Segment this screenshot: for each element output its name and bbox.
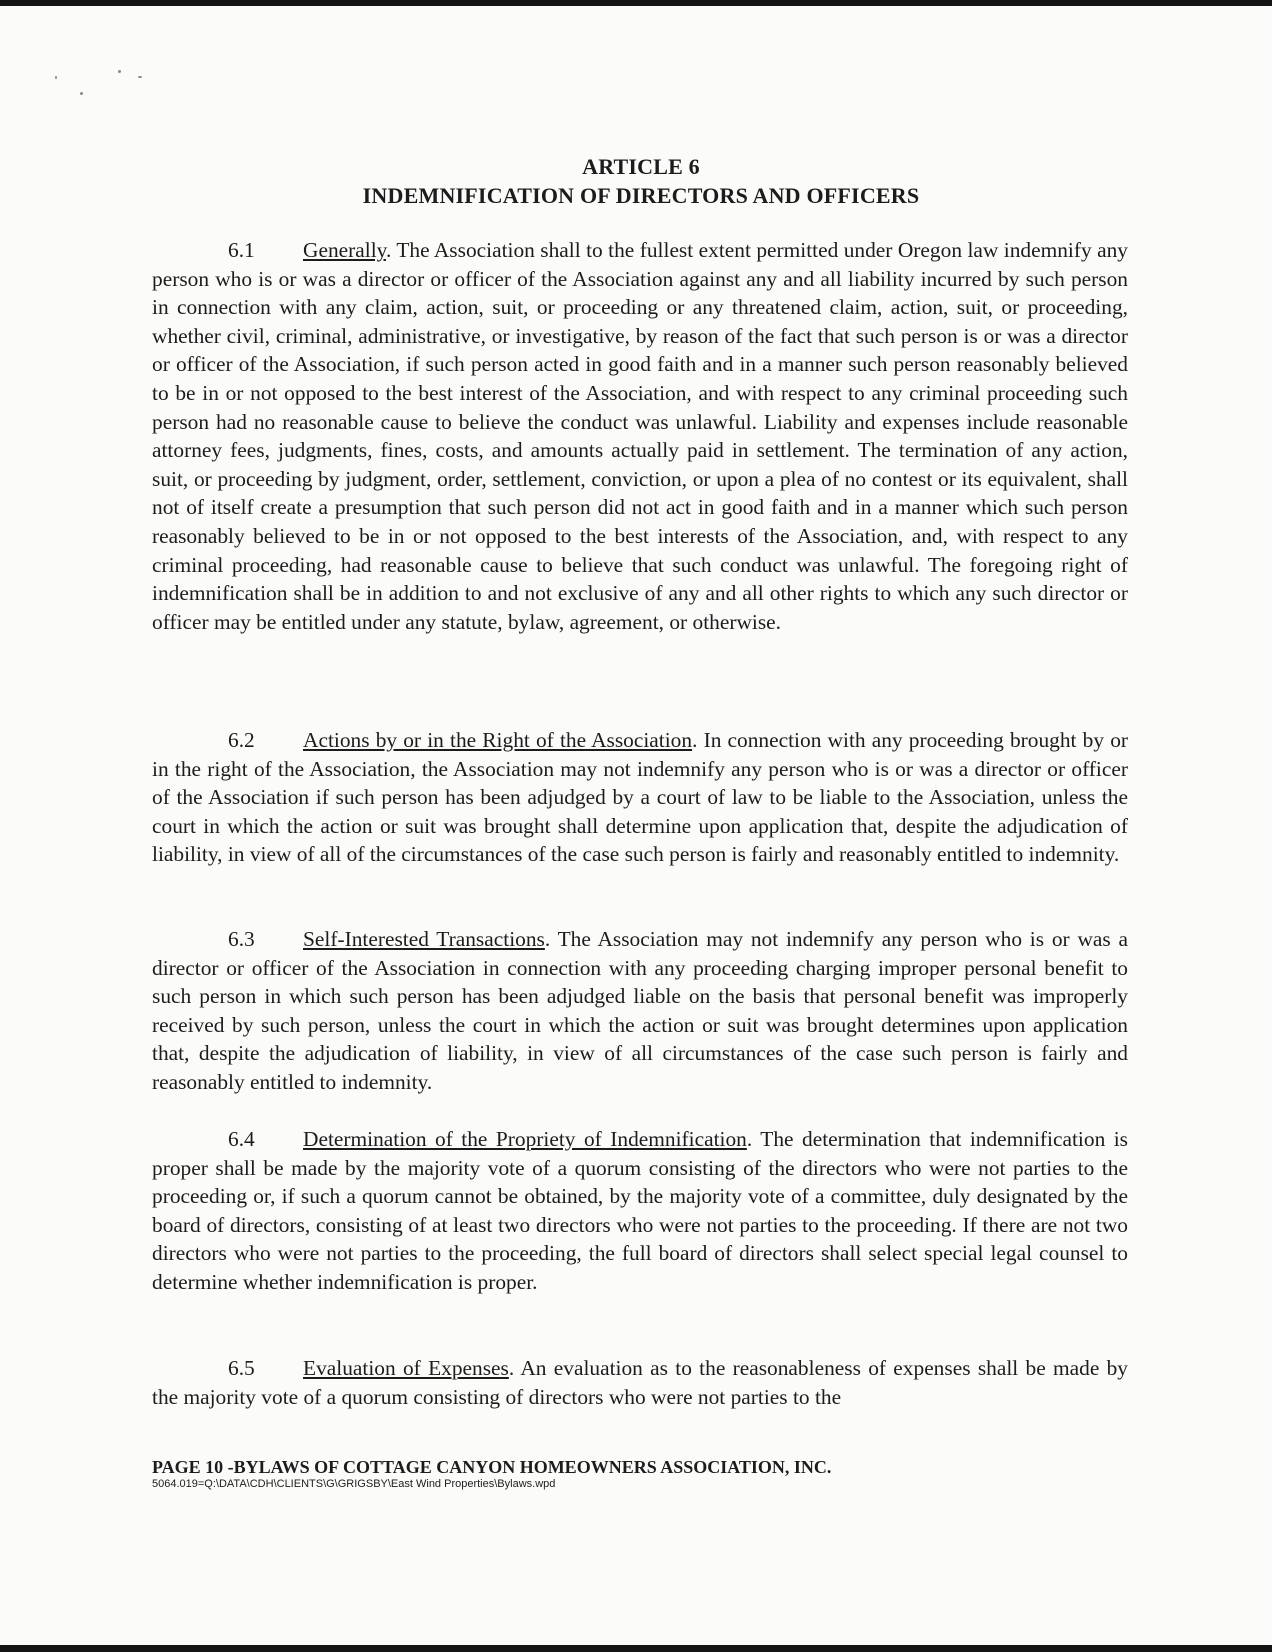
section-heading: Actions by or in the Right of the Association (303, 728, 693, 752)
section-heading: Evaluation of Expenses (303, 1356, 509, 1380)
section-number: 6.5 (228, 1356, 255, 1380)
section-6-3 (152, 925, 1128, 1097)
section-heading: Self-Interested Transactions (303, 927, 545, 951)
section-6-4 (152, 1125, 1128, 1297)
section-number: 6.4 (228, 1127, 255, 1151)
section-body: . The determination that indemnification is proper shall be made by the majority vote of a quorum consisting of the directors who were not parties to the proceeding or, if such a quorum cannot be obtained, by the majority vote of a committee, duly designated by the board of directors, consisting of at least two directors who were not parties to the proceeding. If there are not two directors who were not parties to the proceeding, the full board of directors shall select special legal counsel to determine whether indemnification is proper. (152, 1127, 1128, 1294)
scan-border-bottom (0, 1645, 1272, 1652)
section-number: 6.3 (228, 927, 255, 951)
section-number: 6.1 (228, 238, 255, 262)
section-body: . In connection with any proceeding brought by or in the right of the Association, the Association may not indemnify any person who is or was a director or officer of the Association if such person has been adjudged by a court of law to be liable to the Association, unless the court in which the action or suit was brought shall determine upon application that, despite the adjudication of liability, in view of all of the circumstances of the case such person is fairly and reasonably entitled to indemnity. (152, 728, 1129, 867)
article-number: ARTICLE 6 (582, 154, 700, 179)
section-6-2 (152, 726, 1128, 869)
section-body: . The Association shall to the fullest extent permitted under Oregon law indemnify any person who is or was a director or officer of the Association against any and all liability incurred by such person in connection with any claim, action, suit, or proceeding or any threatened claim, action, suit, or proceeding, whether civil, criminal, administrative, or investigative, by reason of the fact that such person is or was a director or officer of the Association, if such person acted in good faith and in a manner such person reasonably believed to be in or not opposed to the best interest of the Association, and with respect to any criminal proceeding such person had no reasonable cause to believe the conduct was unlawful. Liability and expenses include reasonable attorney fees, judgments, fines, costs, and amounts actually paid in settlement. The termination of any action, suit, or proceeding by judgment, order, settlement, conviction, or upon a plea of no contest or its equivalent, shall not of itself create a presumption that such person did not act in good faith and in a manner which such person reasonably believed to be in or not opposed to the best interests of the Association, and, with respect to any criminal proceeding, had reasonable cause to believe that such conduct was unlawful. The foregoing right of indemnification shall be in addition to and not exclusive of any and all other rights to which any such director or officer may be entitled under any statute, bylaw, agreement, or otherwise. (152, 238, 1128, 634)
scan-speck (138, 76, 142, 78)
section-6-1 (152, 236, 1128, 636)
scan-border-top (0, 0, 1272, 6)
section-heading: Determination of the Propriety of Indemnification (303, 1127, 747, 1151)
section-body: . An evaluation as to the reasonableness of expenses shall be made by the majority vote of a quorum consisting of directors who were not parties to the (152, 1356, 1128, 1409)
scan-speck (55, 76, 57, 79)
scan-speck (118, 70, 121, 73)
section-number: 6.2 (228, 728, 255, 752)
section-heading: Generally (303, 238, 386, 262)
scan-speck (80, 92, 83, 95)
section-body: . The Association may not indemnify any person who is or was a director or officer of the Association in connection with any proceeding charging improper personal benefit to such person in which such person has been adjudged liable on the basis that personal benefit was improperly received by such person, unless the court in which the action or suit was brought determines upon application that, despite the adjudication of liability, in view of all circumstances of the case such person is fairly and reasonably entitled to indemnity. (152, 927, 1128, 1094)
section-6-5 (152, 1354, 1128, 1411)
footer-file-path: 5064.019=Q:\DATA\CDH\CLIENTS\G\GRIGSBY\East Wind Properties\Bylaws.wpd (152, 1478, 556, 1490)
footer-page-title: PAGE 10 -BYLAWS OF COTTAGE CANYON HOMEOWNERS ASSOCIATION, INC. (152, 1457, 832, 1477)
article-title: INDEMNIFICATION OF DIRECTORS AND OFFICERS (362, 183, 920, 208)
